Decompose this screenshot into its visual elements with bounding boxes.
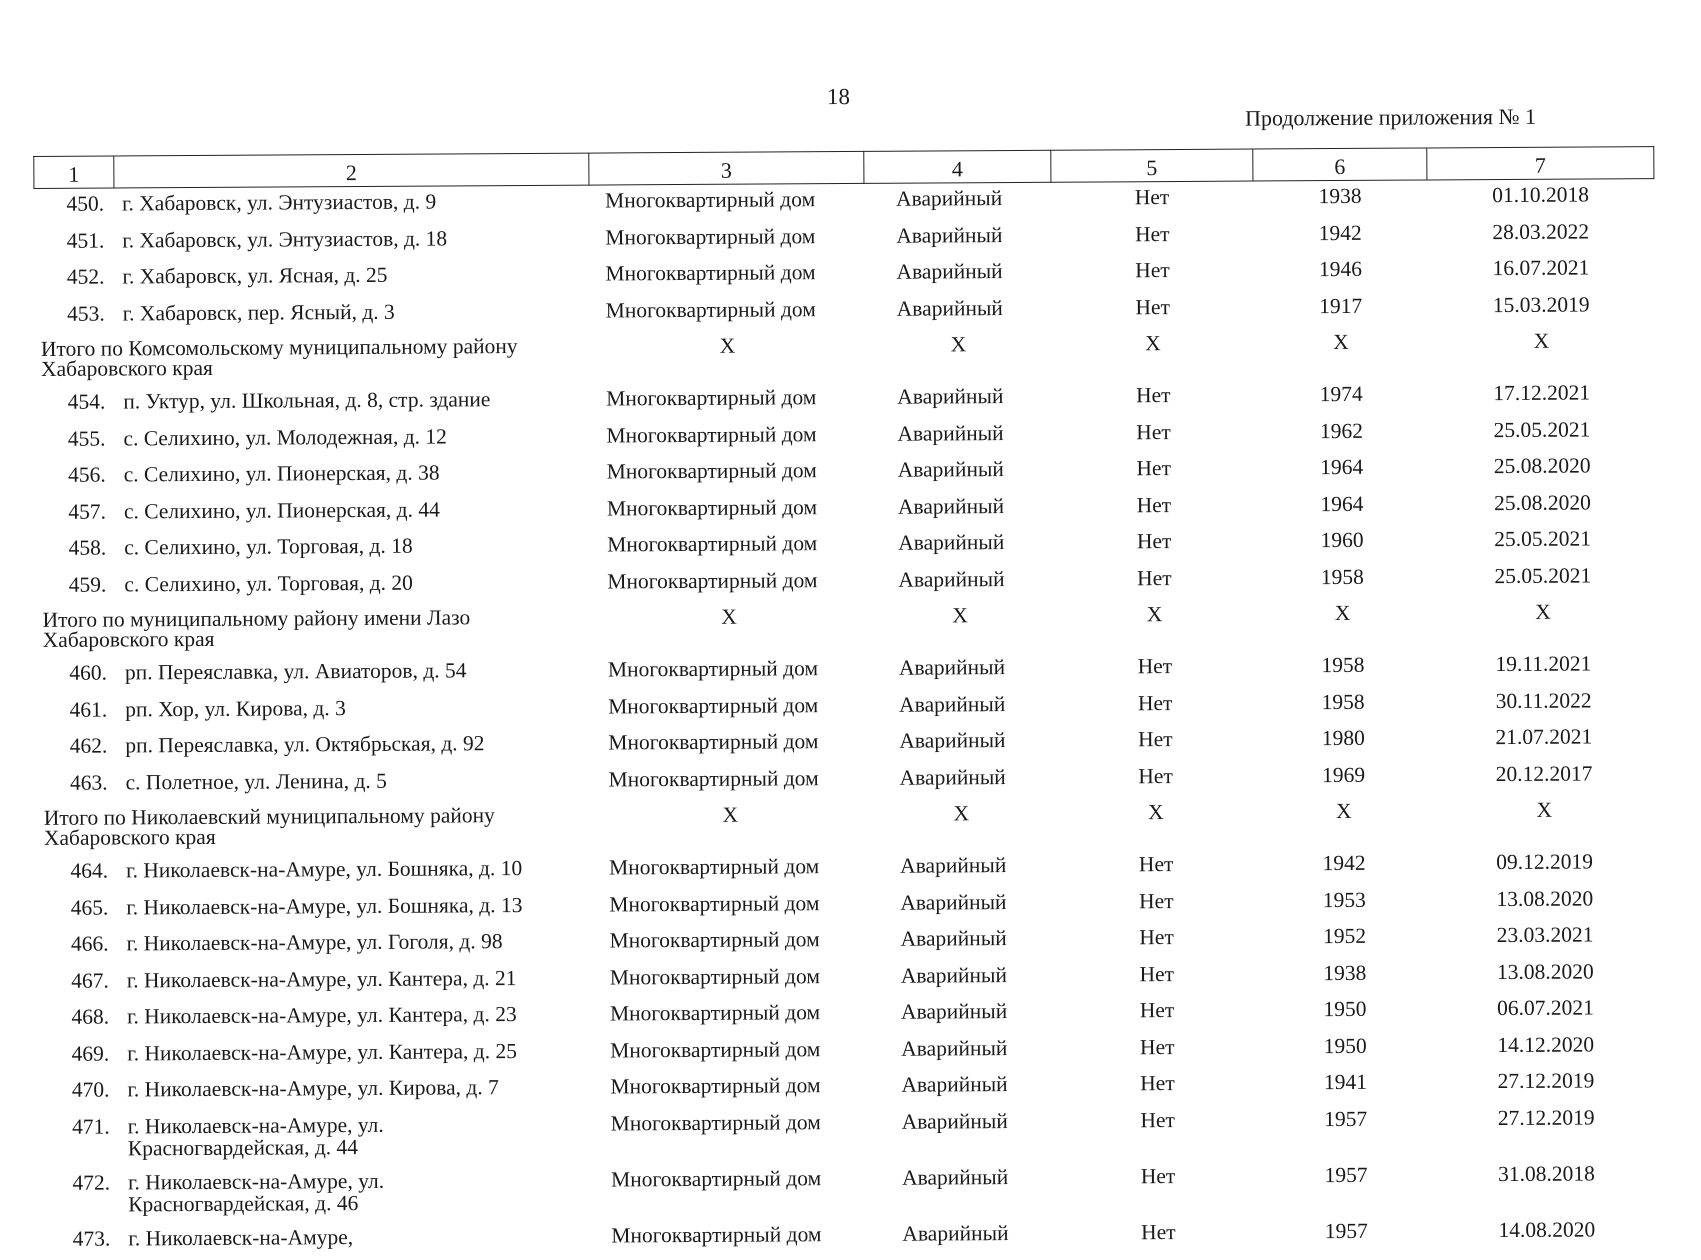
row-number: 457.	[68, 499, 107, 524]
date-cell: 28.03.2022	[1492, 218, 1590, 244]
year-cell: 1917	[1319, 293, 1363, 318]
building-type-cell: Многоквартирный дом	[608, 729, 819, 755]
condition-cell: Аварийный	[897, 384, 1004, 409]
row-number: 460.	[69, 660, 108, 685]
building-type-cell: Многоквартирный дом	[606, 385, 817, 411]
flag-cell: Нет	[1138, 763, 1173, 788]
year-cell: 1942	[1322, 850, 1366, 876]
flag-cell: Нет	[1139, 1034, 1175, 1059]
row-number: 452.	[66, 264, 105, 289]
address-cell: с. Селихино, ул. Торговая, д. 18	[124, 533, 413, 560]
row-number: 456.	[68, 462, 106, 487]
year-cell: 1950	[1323, 1033, 1367, 1058]
x-mark: X	[1535, 599, 1551, 624]
x-mark: X	[1147, 800, 1164, 825]
x-mark: X	[1335, 798, 1352, 824]
housing-table	[33, 146, 1661, 1260]
row-number: 458.	[68, 535, 107, 560]
year-cell: 1938	[1323, 960, 1367, 985]
row-number: 473.	[72, 1226, 111, 1251]
flag-cell: Нет	[1140, 1163, 1176, 1188]
year-cell: 1953	[1322, 887, 1366, 912]
year-cell: 1980	[1321, 725, 1365, 751]
column-header: 7	[1427, 147, 1654, 180]
condition-cell: Аварийный	[901, 1072, 1008, 1097]
date-cell: 31.08.2018	[1498, 1160, 1595, 1186]
condition-cell: Аварийный	[901, 1108, 1008, 1134]
district-total-label: Итого по муниципальному району имени Лазо Хабаровского края	[42, 605, 471, 652]
flag-cell: Нет	[1137, 654, 1173, 679]
condition-cell: Аварийный	[898, 530, 1005, 555]
page-number: 18	[826, 83, 851, 110]
column-header: 4	[864, 150, 1051, 183]
date-cell: 25.05.2021	[1493, 416, 1591, 442]
date-cell: 25.05.2021	[1494, 562, 1592, 588]
x-mark: X	[1333, 329, 1349, 355]
building-type-cell: Многоквартирный дом	[606, 458, 817, 484]
row-number: 465.	[70, 895, 109, 920]
row-number: 466.	[70, 931, 109, 956]
condition-cell: Аварийный	[897, 493, 1005, 519]
building-type-cell: Многоквартирный дом	[609, 1000, 821, 1026]
date-cell: 01.10.2018	[1492, 182, 1589, 208]
building-type-cell: Многоквартирный дом	[609, 963, 820, 989]
x-mark: X	[952, 603, 968, 628]
flag-cell: Нет	[1135, 294, 1171, 319]
flag-cell: Нет	[1134, 185, 1170, 210]
building-type-cell: Многоквартирный дом	[605, 223, 816, 249]
date-cell: 30.11.2022	[1495, 687, 1592, 713]
flag-cell: Нет	[1136, 492, 1172, 517]
building-type-cell: Многоквартирный дом	[605, 296, 816, 322]
row-number: 459.	[68, 572, 107, 597]
building-type-cell: Многоквартирный дом	[607, 656, 819, 682]
column-header: 5	[1051, 149, 1253, 182]
x-mark: X	[719, 333, 736, 358]
year-cell: 1958	[1321, 689, 1365, 714]
year-cell: 1958	[1320, 564, 1364, 589]
condition-cell: Аварийный	[901, 1164, 1009, 1190]
x-mark: X	[721, 604, 737, 629]
year-cell: 1942	[1318, 220, 1362, 245]
column-header: 2	[114, 153, 589, 188]
row-number: 453.	[67, 301, 105, 326]
address-cell: г. Николаевск-на-Амуре, ул. Красногвардейская, д. 46	[127, 1168, 385, 1216]
building-type-cell: Многоквартирный дом	[607, 567, 818, 593]
flag-cell: Нет	[1140, 1107, 1175, 1132]
date-cell: 23.03.2021	[1496, 922, 1594, 948]
condition-cell: Аварийный	[896, 259, 1003, 284]
condition-cell: Аварийный	[899, 764, 1006, 790]
flag-cell: Нет	[1136, 529, 1172, 554]
flag-cell: Нет	[1141, 1219, 1176, 1244]
flag-cell: Нет	[1134, 221, 1170, 246]
date-cell: 25.08.2020	[1493, 489, 1591, 515]
x-mark: X	[1533, 328, 1550, 353]
row-number: 463.	[69, 770, 108, 795]
date-cell: 16.07.2021	[1492, 255, 1590, 281]
x-mark: X	[1334, 600, 1351, 626]
building-type-cell: Многоквартирный дом	[609, 927, 820, 953]
row-number: 471.	[72, 1114, 110, 1139]
building-type-cell: Многоквартирный дом	[610, 1109, 821, 1135]
condition-cell: Аварийный	[899, 691, 1006, 717]
date-cell: 25.08.2020	[1493, 453, 1591, 479]
x-mark: X	[722, 802, 739, 827]
address-cell: г. Хабаровск, ул. Энтузиастов, д. 18	[122, 225, 448, 252]
address-cell: с. Селихино, ул. Молодежная, д. 12	[123, 423, 447, 450]
flag-cell: Нет	[1137, 565, 1172, 590]
year-cell: 1952	[1322, 923, 1367, 949]
building-type-cell: Многоквартирный дом	[610, 1165, 822, 1191]
column-header: 3	[589, 151, 864, 185]
date-cell: 13.08.2020	[1496, 885, 1594, 911]
date-cell: 27.12.2019	[1497, 1068, 1595, 1094]
flag-cell: Нет	[1135, 258, 1170, 283]
condition-cell: Аварийный	[896, 222, 1003, 248]
year-cell: 1957	[1324, 1106, 1368, 1131]
table-body	[34, 179, 1661, 1260]
year-cell: 1974	[1319, 381, 1363, 407]
flag-cell: Нет	[1137, 690, 1173, 715]
building-type-cell: Многоквартирный дом	[604, 187, 816, 213]
condition-cell: Аварийный	[900, 962, 1008, 988]
address-cell: п. Уктур, ул. Школьная, д. 8, стр. здание	[123, 387, 491, 414]
table-row	[40, 1158, 1660, 1224]
flag-cell: Нет	[1139, 888, 1174, 913]
x-mark: X	[953, 801, 970, 826]
row-number: 462.	[69, 733, 108, 758]
date-cell: 14.08.2020	[1498, 1216, 1596, 1242]
row-number: 451.	[66, 228, 105, 253]
address-cell: г. Николаевск-на-Амуре, ул. Красногвардейская, д. 44	[127, 1112, 384, 1160]
row-number: 472.	[72, 1170, 111, 1195]
condition-cell: Аварийный	[899, 728, 1006, 753]
address-cell: г. Хабаровск, ул. Ясная, д. 25	[122, 262, 388, 289]
row-number: 454.	[67, 389, 106, 414]
date-cell: 25.05.2021	[1494, 526, 1592, 552]
row-number: 470.	[71, 1077, 110, 1102]
year-cell: 1964	[1320, 454, 1364, 480]
building-type-cell: Многоквартирный дом	[610, 1036, 821, 1062]
year-cell: 1964	[1320, 491, 1364, 516]
building-type-cell: Многоквартирный дом	[606, 494, 818, 520]
year-cell: 1938	[1318, 183, 1362, 209]
appendix-continuation-note: Продолжение приложения № 1	[1244, 103, 1537, 131]
condition-cell: Аварийный	[901, 1035, 1008, 1061]
address-cell: с. Селихино, ул. Пионерская, д. 44	[123, 497, 440, 523]
date-cell: 21.07.2021	[1495, 724, 1593, 750]
district-total-label: Итого по Николаевский муниципальному району Хабаровского края	[43, 803, 495, 850]
year-cell: 1957	[1324, 1218, 1368, 1243]
building-type-cell: Многоквартирный дом	[609, 854, 820, 880]
year-cell: 1946	[1318, 256, 1363, 282]
date-cell: 19.11.2021	[1495, 651, 1592, 677]
x-mark: X	[1146, 602, 1163, 627]
date-cell: 06.07.2021	[1497, 995, 1594, 1021]
district-total-label: Итого по Комсомольскому муниципальному району Хабаровского края	[40, 334, 518, 381]
flag-cell: Нет	[1138, 727, 1173, 752]
condition-cell: Аварийный	[898, 655, 1006, 680]
column-header: 1	[34, 156, 114, 188]
address-cell: с. Полетное, ул. Ленина, д. 5	[125, 768, 387, 794]
date-cell: 09.12.2019	[1496, 849, 1594, 875]
address-cell: г. Николаевск-на-Амуре, ул. Кантера, д. 23	[126, 1002, 517, 1029]
condition-cell: Аварийный	[900, 999, 1008, 1024]
year-cell: 1958	[1321, 652, 1365, 678]
address-cell: рп. Переяславка, ул. Авиаторов, д. 54	[124, 658, 467, 685]
row-number: 467.	[71, 968, 109, 993]
address-cell: г. Николаевск-на-Амуре,	[128, 1224, 354, 1250]
date-cell: 15.03.2019	[1492, 291, 1590, 317]
building-type-cell: Многоквартирный дом	[609, 890, 820, 916]
row-number: 450.	[66, 191, 105, 216]
row-number: 464.	[70, 858, 109, 883]
address-cell: с. Селихино, ул. Пионерская, д. 38	[123, 460, 440, 487]
address-cell: г. Николаевск-на-Амуре, ул. Гоголя, д. 98	[126, 929, 503, 956]
year-cell: 1962	[1319, 418, 1364, 443]
year-cell: 1950	[1323, 996, 1367, 1022]
date-cell: 14.12.2020	[1497, 1031, 1595, 1057]
year-cell: 1960	[1320, 527, 1364, 553]
condition-cell: Аварийный	[897, 457, 1004, 482]
building-type-cell: Многоквартирный дом	[608, 692, 819, 718]
x-mark: X	[950, 332, 967, 357]
condition-cell: Аварийный	[900, 853, 1007, 878]
address-cell: рп. Переяславка, ул. Октябрьская, д. 92	[125, 731, 485, 758]
flag-cell: Нет	[1139, 998, 1175, 1023]
flag-cell: Нет	[1139, 961, 1175, 986]
table-row	[40, 1102, 1660, 1168]
row-number: 469.	[71, 1041, 110, 1066]
date-cell: 27.12.2019	[1497, 1104, 1595, 1130]
date-cell: 20.12.2017	[1495, 760, 1593, 786]
condition-cell: Аварийный	[898, 566, 1005, 592]
building-type-cell: Многоквартирный дом	[607, 531, 818, 557]
address-cell: г. Николаевск-на-Амуре, ул. Кирова, д. 7	[127, 1075, 499, 1102]
address-cell: г. Хабаровск, ул. Энтузиастов, д. 9	[121, 189, 437, 216]
flag-cell: Нет	[1136, 456, 1172, 481]
year-cell: 1957	[1324, 1162, 1368, 1187]
flag-cell: Нет	[1135, 383, 1171, 408]
address-cell: г. Николаевск-на-Амуре, ул. Бошняка, д. 10	[126, 856, 523, 883]
flag-cell: Нет	[1139, 925, 1174, 950]
building-type-cell: Многоквартирный дом	[606, 421, 817, 447]
building-type-cell: Многоквартирный дом	[610, 1073, 821, 1099]
row-number: 468.	[71, 1004, 110, 1029]
flag-cell: Нет	[1138, 852, 1174, 877]
row-number: 461.	[69, 697, 108, 722]
x-mark: X	[1145, 331, 1161, 356]
row-number: 455.	[67, 426, 106, 451]
date-cell: 17.12.2021	[1493, 380, 1591, 406]
year-cell: 1941	[1323, 1069, 1368, 1095]
address-cell: г. Николаевск-на-Амуре, ул. Бошняка, д. 13	[126, 892, 523, 919]
condition-cell: Аварийный	[900, 926, 1007, 951]
address-cell: с. Селихино, ул. Торговая, д. 20	[124, 570, 413, 596]
building-type-cell: Многоквартирный дом	[611, 1221, 822, 1247]
condition-cell: Аварийный	[902, 1220, 1009, 1246]
column-header: 6	[1253, 148, 1427, 181]
condition-cell: Аварийный	[900, 889, 1007, 915]
year-cell: 1969	[1322, 762, 1366, 787]
flag-cell: Нет	[1140, 1071, 1175, 1096]
building-type-cell: Многоквартирный дом	[605, 260, 816, 286]
address-cell: рп. Хор, ул. Кирова, д. 3	[125, 695, 346, 721]
condition-cell: Аварийный	[895, 186, 1003, 211]
building-type-cell: Многоквартирный дом	[608, 765, 819, 791]
date-cell: 13.08.2020	[1496, 958, 1594, 984]
address-cell: г. Николаевск-на-Амуре, ул. Кантера, д. 21	[126, 965, 517, 992]
condition-cell: Аварийный	[896, 295, 1003, 321]
condition-cell: Аварийный	[897, 420, 1004, 446]
address-cell: г. Хабаровск, пер. Ясный, д. 3	[122, 299, 395, 325]
x-mark: X	[1536, 797, 1553, 822]
flag-cell: Нет	[1136, 419, 1171, 444]
address-cell: г. Николаевск-на-Амуре, ул. Кантера, д. 25	[127, 1038, 518, 1065]
